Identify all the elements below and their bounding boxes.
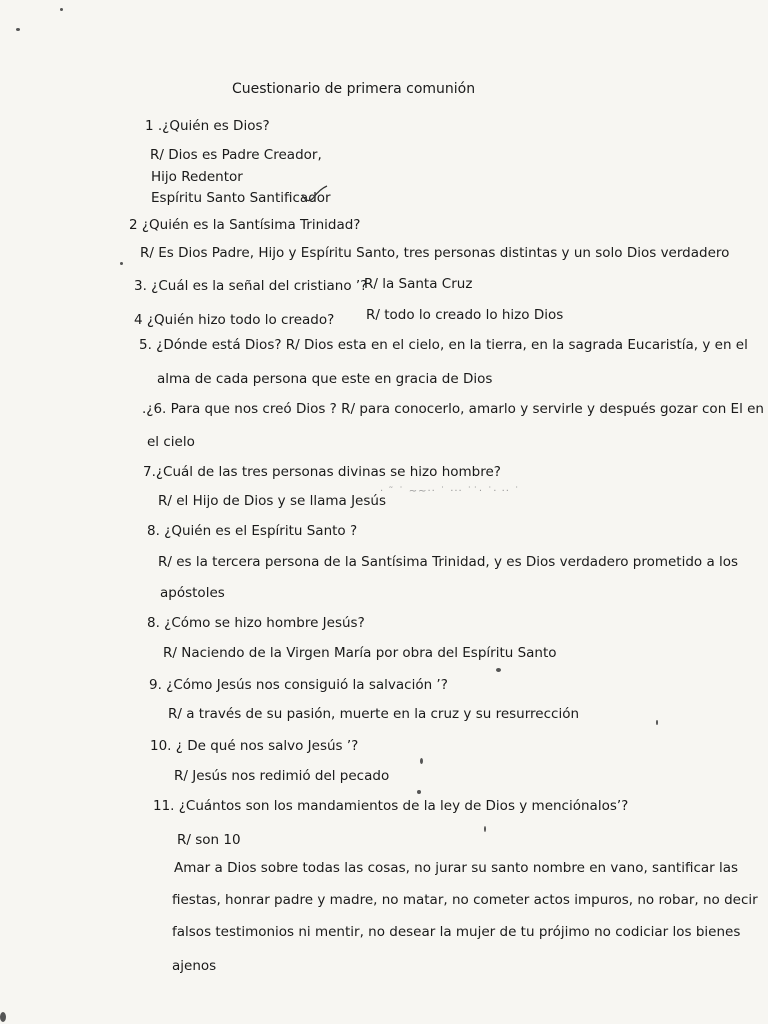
q1-answer-line-3: Espíritu Santo Santificador — [151, 190, 331, 206]
q7-question: 7.¿Cuál de las tres personas divinas se hizo hombre? — [143, 464, 501, 480]
document-title: Cuestionario de primera comunión — [232, 81, 476, 97]
scan-speck — [0, 1012, 6, 1022]
q11-list-line-1: Amar a Dios sobre todas las cosas, no jurar su santo nombre en vano, santificar las — [174, 860, 739, 876]
q9-question: 9. ¿Cómo Jesús nos consiguió la salvación ’? — [149, 677, 448, 693]
scan-speck — [60, 8, 63, 11]
check-mark-icon — [300, 183, 330, 209]
q3-question: 3. ¿Cuál es la señal del cristiano ’? — [134, 278, 368, 294]
q11-answer: R/ son 10 — [177, 832, 241, 848]
scan-speck — [120, 262, 123, 265]
q8b-answer: R/ Naciendo de la Virgen María por obra del Espíritu Santo — [163, 645, 557, 661]
q5-line-1: 5. ¿Dónde está Dios? R/ Dios esta en el cielo, en la tierra, en la sagrada Eucaristía, y en el — [139, 337, 748, 353]
q8a-answer-line-1: R/ es la tercera persona de la Santísima Trinidad, y es Dios verdadero prometido a los — [158, 554, 739, 570]
scan-speck — [484, 826, 486, 832]
q11-question: 11. ¿Cuántos son los mandamientos de la ley de Dios y menciónalos’? — [153, 798, 629, 814]
q4-question: 4 ¿Quién hizo todo lo creado? — [134, 312, 335, 328]
q6-line-1: .¿6. Para que nos creó Dios ? R/ para conocerlo, amarlo y servirle y después gozar con El en — [142, 401, 764, 417]
scan-speck — [496, 668, 501, 672]
scan-speck — [656, 720, 658, 725]
q4-answer: R/ todo lo creado lo hizo Dios — [366, 307, 564, 323]
scan-speck — [417, 790, 421, 794]
q5-line-2: alma de cada persona que este en gracia de Dios — [157, 371, 493, 387]
q9-answer: R/ a través de su pasión, muerte en la cruz y su resurrección — [168, 706, 580, 722]
q6-line-2: el cielo — [147, 434, 195, 450]
q10-answer: R/ Jesús nos redimió del pecado — [174, 768, 390, 784]
scan-speck — [16, 28, 20, 31]
q1-answer-line-2: Hijo Redentor — [151, 169, 243, 185]
q7-answer: R/ el Hijo de Dios y se llama Jesús — [158, 493, 386, 509]
scan-speck — [420, 758, 423, 764]
q11-list-line-4: ajenos — [172, 958, 217, 974]
q11-list-line-3: falsos testimonios ni mentir, no desear la mujer de tu prójimo no codiciar los bienes — [172, 924, 741, 940]
q8a-answer-line-2: apóstoles — [160, 585, 225, 601]
q2-answer: R/ Es Dios Padre, Hijo y Espíritu Santo, tres personas distintas y un solo Dios verdadero — [140, 245, 730, 261]
q11-list-line-2: fiestas, honrar padre y madre, no matar, no cometer actos impuros, no robar, no decir — [172, 892, 758, 908]
q10-question: 10. ¿ De qué nos salvo Jesús ’? — [150, 738, 359, 754]
q1-answer-line-1: R/ Dios es Padre Creador, — [150, 147, 322, 163]
scan-smudge: · ˜ ˙ ~~·· ˙ ··· ˙˙· ˙· ·· ˙ — [380, 486, 521, 497]
q8b-question: 8. ¿Cómo se hizo hombre Jesús? — [147, 615, 365, 631]
q3-answer: R/ la Santa Cruz — [364, 276, 473, 292]
q1-question: 1 .¿Quién es Dios? — [145, 118, 270, 134]
q2-question: 2 ¿Quién es la Santísima Trinidad? — [129, 217, 361, 233]
q8a-question: 8. ¿Quién es el Espíritu Santo ? — [147, 523, 358, 539]
